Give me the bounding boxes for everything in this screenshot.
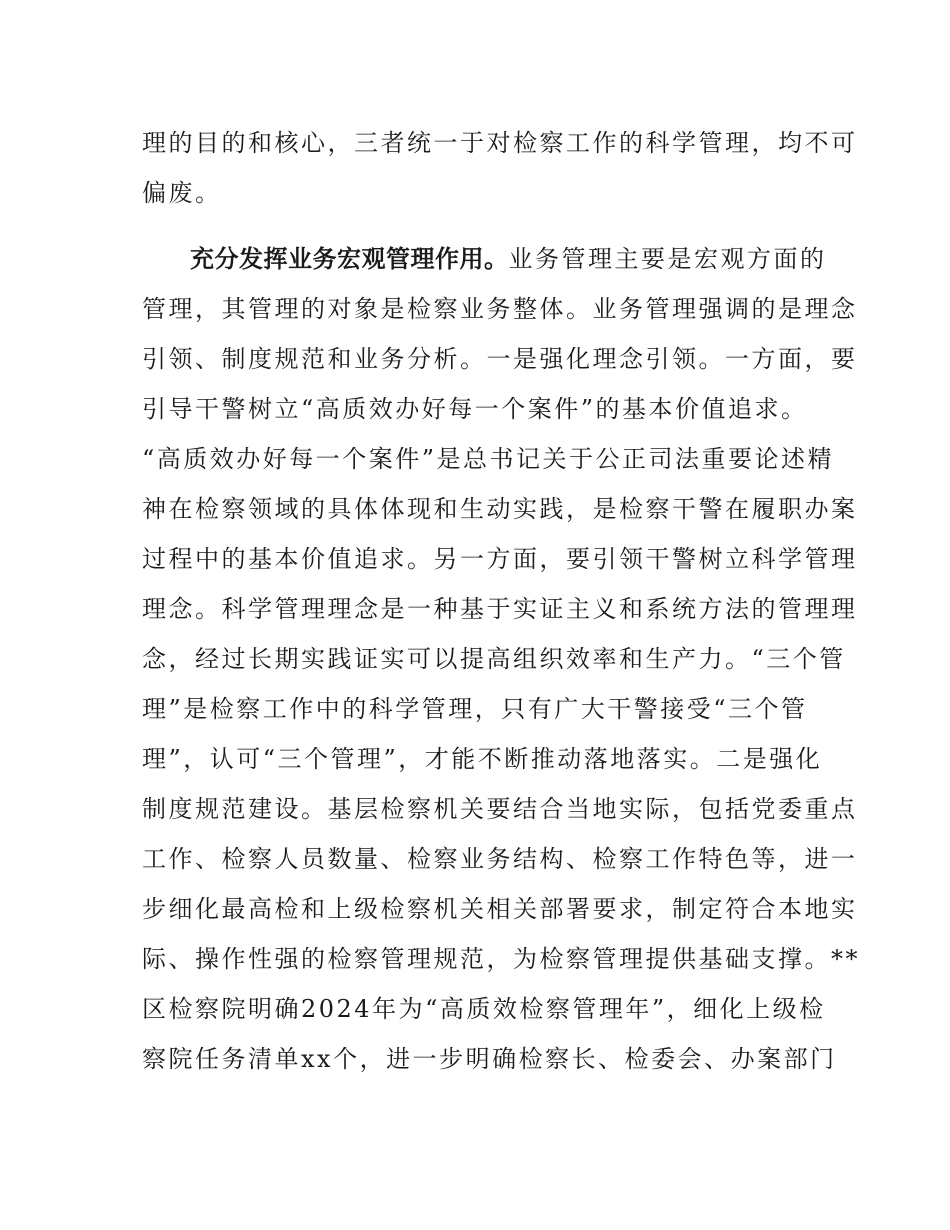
paragraph-2-line: 理”，认可“三个管理”，才能不断推动落地落实。二是强化 xyxy=(142,745,823,773)
section-heading: 充分发挥业务宏观管理作用。 xyxy=(190,245,509,273)
paragraph-2-line-1-text: 业务管理主要是宏观方面的 xyxy=(508,245,827,273)
paragraph-1-line-2: 偏废。 xyxy=(142,179,222,207)
paragraph-2-line: 步细化最高检和上级检察机关相关部署要求，制定符合本地实 xyxy=(142,895,858,923)
paragraph-1-line-1: 理的目的和核心，三者统一于对检察工作的科学管理，均不可 xyxy=(142,129,858,157)
paragraph-2-line: 察院任务清单xx个，进一步明确检察长、检委会、办案部门 xyxy=(142,1045,837,1073)
paragraph-2-line: 理念。科学管理理念是一种基于实证主义和系统方法的管理理 xyxy=(142,595,858,623)
paragraph-2-line: 过程中的基本价值追求。另一方面，要引领干警树立科学管理 xyxy=(142,545,858,573)
paragraph-2-line: 制度规范建设。基层检察机关要结合当地实际，包括党委重点 xyxy=(142,795,858,823)
paragraph-2-line: 际、操作性强的检察管理规范，为检察管理提供基础支撑。** xyxy=(142,945,860,973)
paragraph-2-line: 引导干警树立“高质效办好每一个案件”的基本价值追求。 xyxy=(142,395,808,423)
paragraph-2-line: 神在检察领域的具体体现和生动实践，是检察干警在履职办案 xyxy=(142,495,858,523)
paragraph-2-line: 念，经过长期实践证实可以提高组织效率和生产力。“三个管 xyxy=(142,645,846,673)
paragraph-2-line: “高质效办好每一个案件”是总书记关于公正司法重要论述精 xyxy=(142,445,835,473)
paragraph-2-line: 工作、检察人员数量、检察业务结构、检察工作特色等，进一 xyxy=(142,845,858,873)
paragraph-2-line: 引领、制度规范和业务分析。一是强化理念引领。一方面，要 xyxy=(142,345,858,373)
paragraph-2-line: 区检察院明确2024年为“高质效检察管理年”，细化上级检 xyxy=(142,995,826,1023)
paragraph-2-line-1 xyxy=(190,244,827,274)
paragraph-2-line: 理”是检察工作中的科学管理，只有广大干警接受“三个管 xyxy=(142,695,808,723)
paragraph-2-line: 管理，其管理的对象是检察业务整体。业务管理强调的是理念 xyxy=(142,295,858,323)
